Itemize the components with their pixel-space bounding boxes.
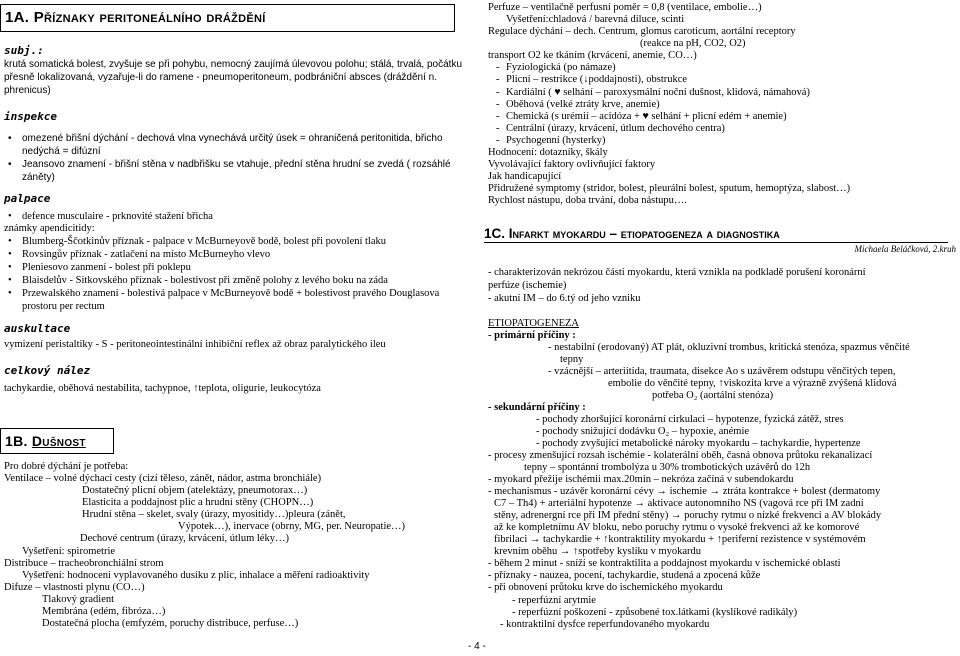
etio-line-4: tepny [560,354,584,365]
inspekce-item-1: • omezené břišní dýchání - dechová vlna vynechává určitý úsek = ohraničená peritonitida, břicho [22,132,443,145]
palpace-label: palpace [4,192,51,205]
heading-1c [484,226,948,243]
heading-1b [0,428,114,454]
right-top-line-12: - Psychogenní (hysterky) [506,134,605,147]
subj-line-2: přesně lokalizovaná, vyzařuje-li do ramene - pneumoperitoneum, podbrániční absces (dráždění n. [4,72,438,83]
subj-line-3: phrenicus) [4,85,51,96]
etio-line-7: potřeba O₂ (aortální stenóza) [652,390,774,401]
right-top-line-4: (reakce na pH, CO2, O2) [640,38,746,49]
heading-1b-number: 1B. [5,433,28,449]
defence-item: • defence musculaire - prknovité stažení břicha [22,210,213,223]
etio-line-9: - pochody zhoršující koronární cirkulaci – hypotenze, fyzická zátěž, stres [536,414,844,425]
dusnost-line-4: Elasticita a poddajnost plic a hrudní stěny (CHOPN…) [82,497,314,508]
dusnost-line-13: Membrána (edém, fibróza…) [42,606,166,617]
inspekce-item-2-cont: záněty) [22,172,55,183]
right-top-line-6: - Fyziologická (po námaze) [506,61,616,74]
right-top-line-3: Regulace dýchání – dech. Centrum, glomus caroticum, aortální receptory [488,26,796,37]
right-top-line-17: Rychlost nástupu, doba trvání, doba nástupu…. [488,195,688,206]
etio-line-10: - pochody snižující dodávku O₂ – hypoxie, anémie [536,426,750,437]
palpace-sign-4: • Blaisdelův - Sitkovského příznak - bolestivost při změně polohy z levého boku na záda [22,274,388,287]
dusnost-line-6: Výpotek…), inervace (obrny, MG, per. Neuropatie…) [178,521,406,532]
etio-line-13: tepny – spontánní trombolýza u 30% trombotických uzávěrů do 12h [524,462,811,473]
etio-line-24: - reperfúzní arytmie [512,595,596,606]
dusnost-line-12: Tlakový gradient [42,594,115,605]
right-top-line-2: Vyšetření:chladová / barevná diluce, scinti [506,14,685,25]
dusnost-line-9: Distribuce – tracheobronchiální strom [4,558,164,569]
etio-line-8: - sekundární příčiny : [488,402,586,413]
etio-line-19: fibrilaci → tachykardie + ↑kontraktility myokardu + ↑periferní rezistence v systémovém [494,534,866,545]
etio-line-2: - primární příčiny : [488,330,576,341]
etio-line-18: až ke kompletnímu AV bloku, nebo poruchy rytmu o vysoké frekvenci až ke komorové [494,522,860,533]
intro-line-2: perfúze (ischemie) [488,280,567,291]
right-top-line-14: Vyvolávající faktory ovlivňující faktory [488,159,656,170]
right-top-line-15: Jak handicapující [488,171,562,182]
etio-line-6: embolie do věnčité tepny, ↑viskozita krve a výrazně zvýšená klidová [608,378,897,389]
etio-line-11: - pochody zvyšující metabolické nároky myokardu – tachykardie, hypertenze [536,438,861,449]
etio-line-3: - nestabilní (erodovaný) AT plát, okluzivní trombus, kritická stenóza, spazmus věnčité [548,342,910,353]
etio-line-26: - kontraktilní dysfce reperfundovaného myokardu [500,619,710,630]
palpace-sign-2: • Rovsingův příznak - zatlačení na místo McBurneyho vlevo [22,248,270,261]
etio-line-20: krevním oběhu → ↑spotřeby kyslíku v myokardu [494,546,702,557]
intro-line-3: - akutní IM – do 6.tý od jeho vzniku [488,293,641,304]
auskultace-text: vymizení peristaltiky - S - peritoneointestinální inhibiční reflex až obraz paralytického ileu [4,339,386,350]
celkovy-nalez-text: tachykardie, oběhová nestabilita, tachypnoe, ↑teplota, oligurie, leukocytóza [4,383,321,394]
author-note: Michaela Beláčková, 2.kruh [854,244,956,254]
heading-1c-number: 1C. [484,226,506,241]
right-top-line-1: Perfuze – ventilačně perfusní poměr = 0,8 (ventilace, embolie…) [488,2,762,13]
right-top-line-9: - Oběhová (velké ztráty krve, anemie) [506,98,660,111]
palpace-sign-5: • Przewalského znamení - bolestivá palpace v McBurneyově bodě + bolestivost pravého Douglasova [22,287,439,300]
dusnost-line-3: Dostatečný plicní objem (atelektázy, pneumotorax…) [82,485,308,496]
subj-label: subj.: [4,44,44,57]
right-top-line-11: - Centrální (úrazy, krvácení, útlum dechového centra) [506,122,725,135]
celkovy-nalez-label: celkový nález [4,364,91,377]
right-top-line-13: Hodnocení: dotazníky, škály [488,147,608,158]
apendix-label: známky apendicitidy: [4,223,95,234]
right-top-line-10: - Chemická (s urémií – acidóza + ♥ selhání + plicní edém + anemie) [506,110,787,123]
etio-line-12: - procesy zmenšující rozsah ischémie - kolaterální oběh, časná obnova průtoku rekanalizací [488,450,873,461]
dusnost-line-1: Pro dobré dýchání je potřeba: [4,461,129,472]
etio-line-15: - mechanismus - uzávěr koronární cévy → ischemie → ztráta kontrakce + bolest (dermatomy [488,486,881,497]
heading-1a-number: 1A. [5,9,30,26]
heading-1a [0,4,455,32]
palpace-sign-5-cont: prostoru per rectum [22,301,105,312]
heading-1c-title: Infarkt myokardu – etiopatogeneza a diagnostika [508,226,780,241]
etio-line-5: - vzácnější – arteriitida, traumata, disekce Ao s uzávěrem odstupu věnčitých tepen, [548,366,896,377]
etio-line-23: - při obnovení průtoku krve do ischemického myokardu [488,582,723,593]
subj-line-1: krutá somatická bolest, zvyšuje se při pohybu, nemocný zaujímá úlevovou polohu; stálá, trvalá, počátku [4,59,463,70]
right-top-line-16: Přidružené symptomy (stridor, bolest, pleurální bolest, sputum, hemoptýza, slabost…) [488,183,851,194]
etio-line-17: stěny, adrenergní rce při IM přední stěny) → poruchy rytmu o nízké frekvenci a AV blokády [494,510,882,521]
heading-1a-title: Příznaky peritoneálního dráždění [33,9,266,26]
page-number: - 4 - [468,641,486,652]
palpace-sign-1: • Blumberg-Ščotkinův příznak - palpace v McBurneyově bodě, bolest při povolení tlaku [22,235,386,248]
right-top-line-5: transport O2 ke tkáním (krvácení, anemie, CO…) [488,50,697,61]
heading-1b-title: Dušnost [31,433,86,449]
dusnost-line-7: Dechové centrum (úrazy, krvácení, útlum léky…) [80,533,289,544]
etio-line-14: - myokard přežije ischémii max.20min – nekróza začíná v subendokardu [488,474,794,485]
etio-line-22: - příznaky - nauzea, pocení, tachykardie, studená a zpocená kůže [488,570,761,581]
right-top-line-8: - Kardiální ( ♥ selhání – paroxysmální noční dušnost, klidová, námahová) [506,86,810,99]
inspekce-label: inspekce [4,110,57,123]
etio-line-21: - během 2 minut - sníží se kontraktilita a poddajnost myokardu v ischemické oblasti [488,558,841,569]
inspekce-item-1-cont: nedýchá = difúzní [22,146,101,157]
intro-line-1: - charakterizován nekrózou části myokardu, která vznikla na podkladě porušení koronární [488,267,866,278]
dusnost-line-8: Vyšetření: spirometrie [22,546,116,557]
dusnost-line-14: Dostatečná plocha (emfyzém, poruchy distribuce, perfuse…) [42,618,299,629]
inspekce-item-2: • Jeansovo znamení - břišní stěna v nadbřišku se vtahuje, přední stěna hrudní se zvedá ( rozsáhlé [22,158,451,171]
dusnost-line-11: Difuze – vlastnosti plynu (CO…) [4,582,145,593]
right-top-line-7: - Plicní – restrikce (↓poddajnosti), obstrukce [506,73,687,86]
etio-heading: ETIOPATOGENEZA [488,318,579,329]
dusnost-line-10: Vyšetření: hodnocení vyplavovaného dusíku z plic, inhalace a měření radioaktivity [22,570,370,581]
dusnost-line-5: Hrudní stěna – skelet, svaly (úrazy, myositidy…)pleura (zánět, [82,509,346,520]
dusnost-line-2: Ventilace – volné dýchací cesty (cizí těleso, zánět, nádor, astma bronchiále) [4,473,322,484]
etio-line-25: - reperfúzní poškození - způsobené tox.látkami (kyslíkové radikály) [512,607,798,618]
auskultace-label: auskultace [4,322,71,335]
palpace-sign-3: • Plenieso​vo zanmení - bolest při poklepu [22,261,191,274]
etio-line-16: C7 – Th4) + arteriální hypotenze → aktivace autonomního NS (vagová rce při IM zadní [494,498,864,509]
